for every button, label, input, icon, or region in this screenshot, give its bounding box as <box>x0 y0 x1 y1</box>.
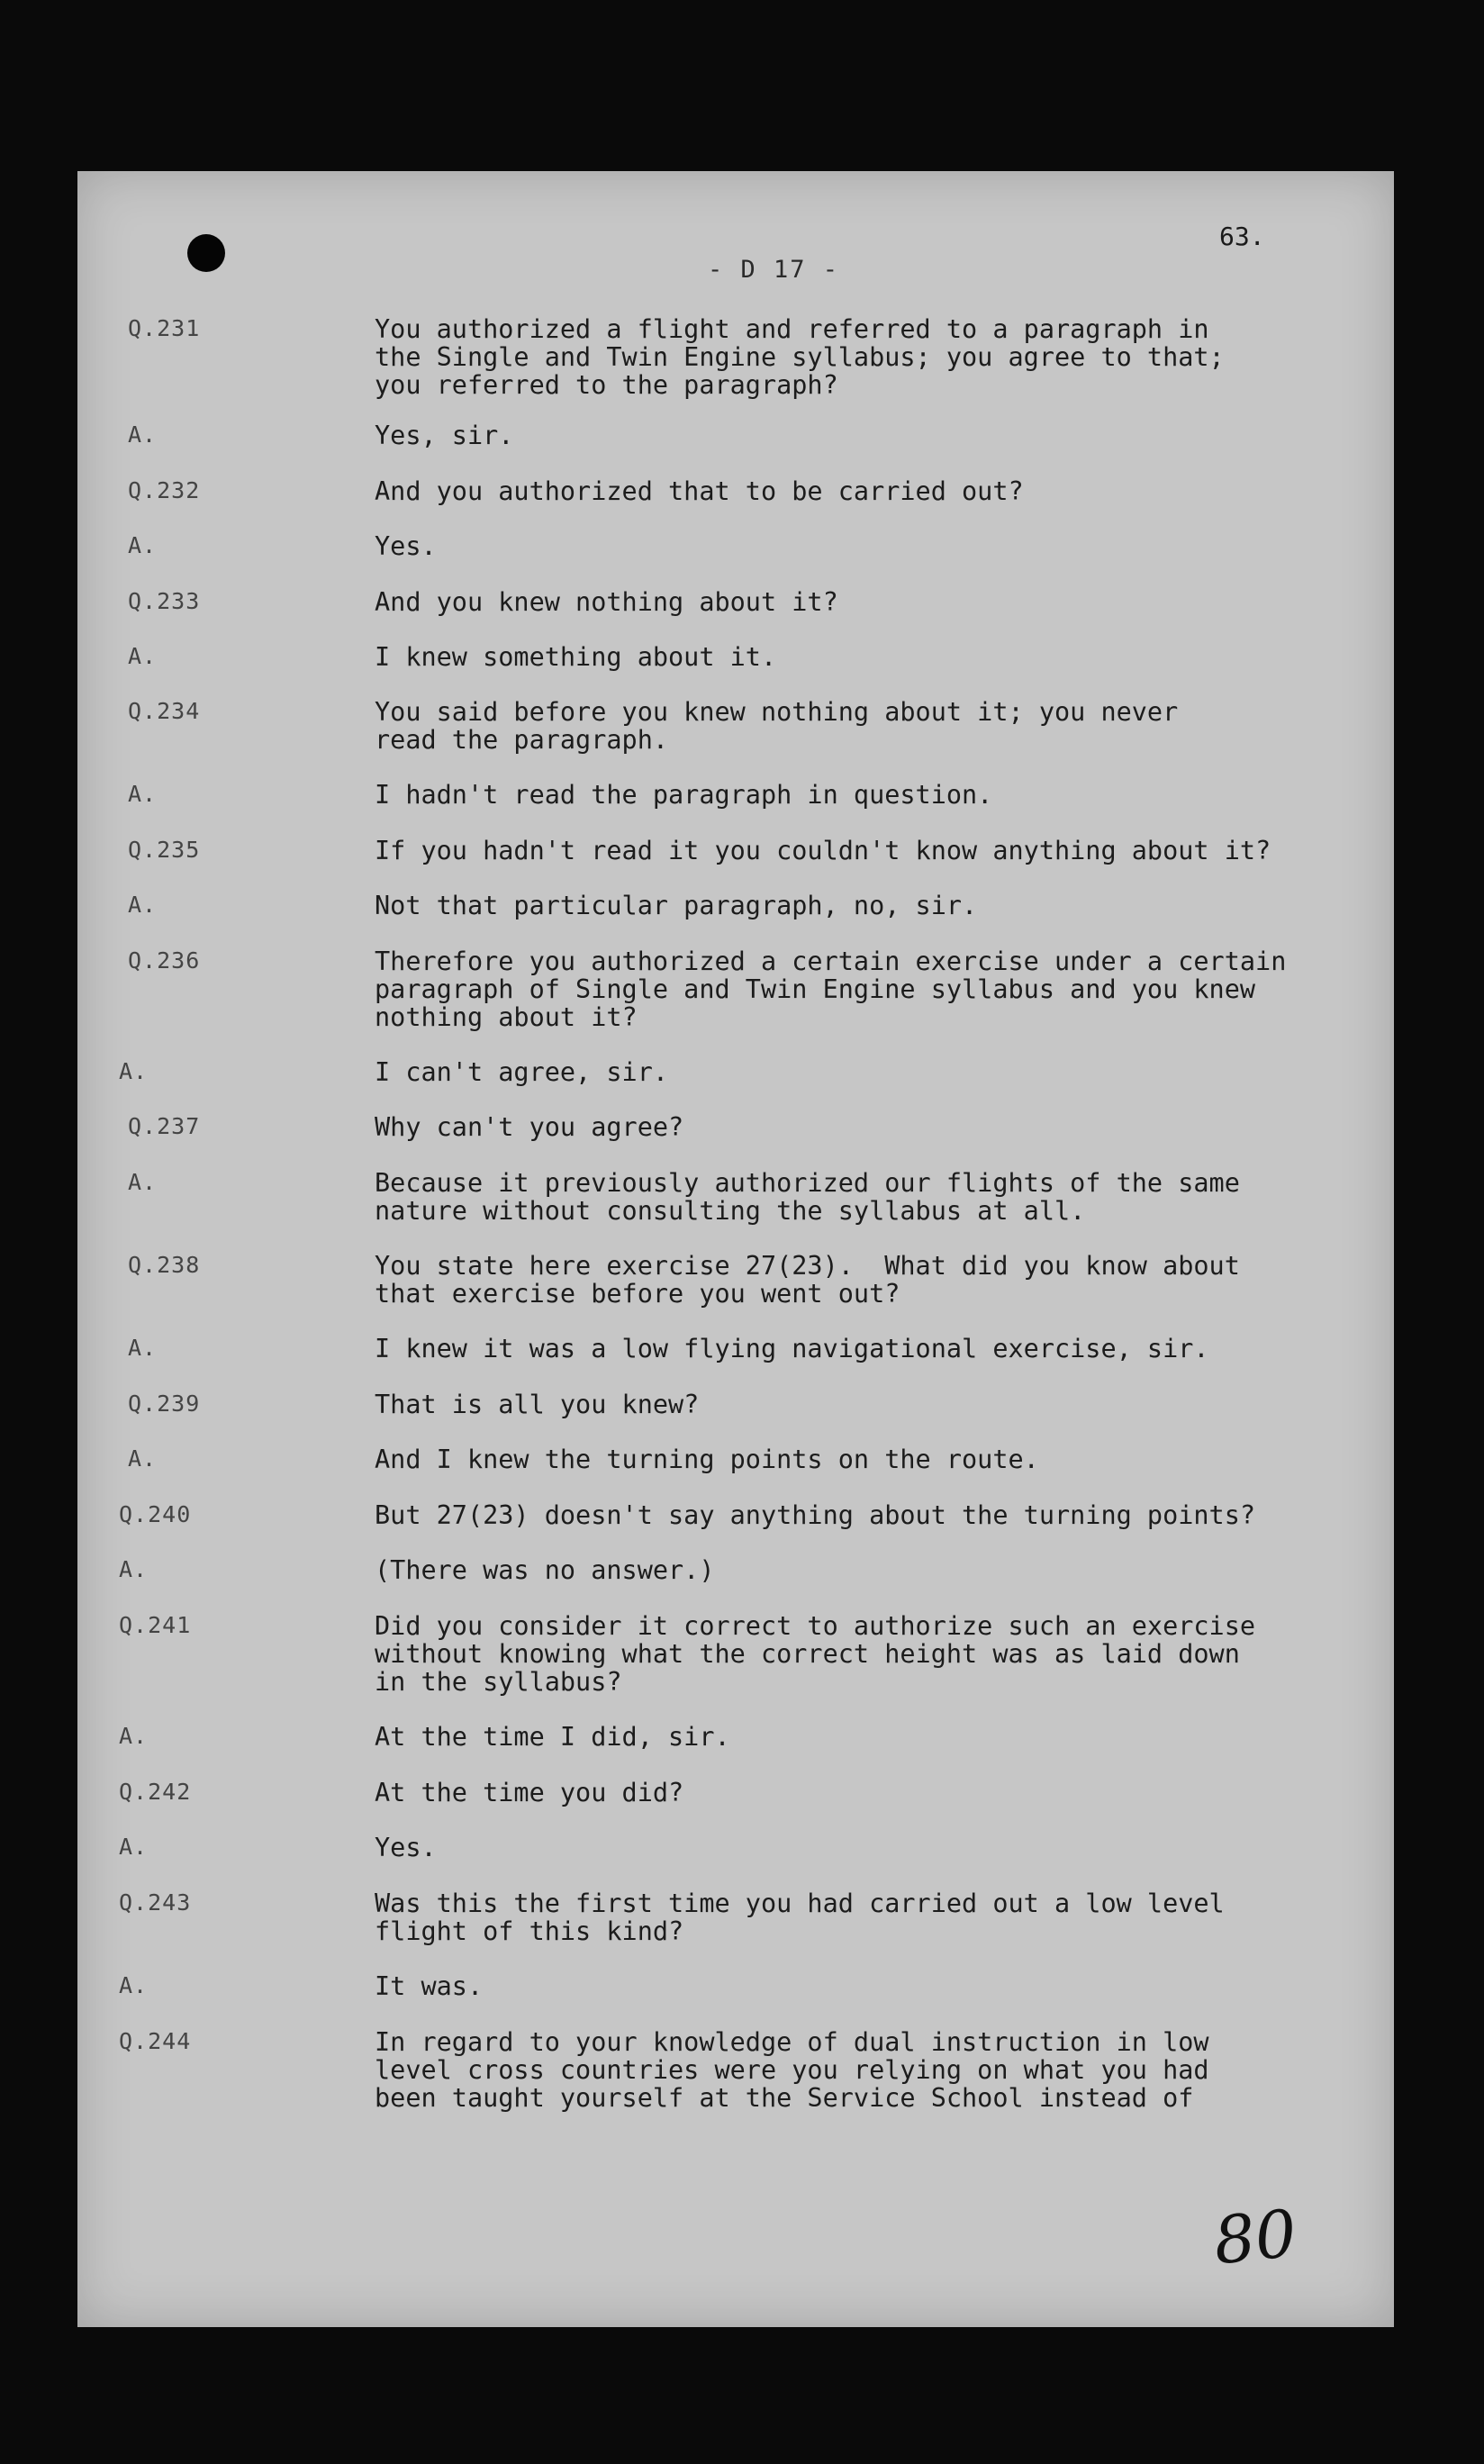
entry-label: A. <box>128 781 158 807</box>
entry-text: Did you consider it correct to authorize such an exercise without knowing what the correct height was as laid down in the syllabus? <box>375 1611 1256 1697</box>
entry-text: Was this the first time you had carried out a low level flight of this kind? <box>375 1889 1225 1946</box>
entry-text: And you authorized that to be carried out? <box>375 476 1024 506</box>
entry-label: A. <box>128 892 158 918</box>
entry-text: Yes, sir. <box>375 421 514 450</box>
page-number: 63. <box>1219 222 1265 251</box>
entry-text: Because it previously authorized our flights of the same nature without consulting the syllabus at all. <box>375 1168 1240 1226</box>
entry-label: Q.234 <box>128 698 201 724</box>
entry-label: Q.241 <box>119 1612 192 1638</box>
entry-label: Q.235 <box>128 837 201 863</box>
entry-text: I knew something about it. <box>375 642 777 672</box>
entry-text: (There was no answer.) <box>375 1555 715 1585</box>
entry-label: Q.239 <box>128 1391 201 1417</box>
punch-hole <box>187 234 225 272</box>
entry-text: That is all you knew? <box>375 1390 700 1419</box>
entry-text: Why can't you agree? <box>375 1112 684 1142</box>
entry-text: And you knew nothing about it? <box>375 587 838 617</box>
entry-label: Q.244 <box>119 2028 192 2054</box>
entry-text: Not that particular paragraph, no, sir. <box>375 891 978 920</box>
entry-text: Yes. <box>375 531 437 561</box>
entry-text: And I knew the turning points on the route. <box>375 1445 1039 1474</box>
entry-label: Q.242 <box>119 1779 192 1805</box>
entry-label: A. <box>119 1723 149 1749</box>
entry-label: Q.232 <box>128 477 201 503</box>
entry-label: A. <box>128 1169 158 1195</box>
entry-label: A. <box>128 532 158 558</box>
entry-label: A. <box>119 1972 149 1998</box>
entry-text: It was. <box>375 1971 484 2001</box>
entry-label: Q.240 <box>119 1501 192 1527</box>
entry-label: Q.236 <box>128 947 201 974</box>
entry-text: You authorized a flight and referred to a paragraph in the Single and Twin Engine syllabus; you agree to that; you referred to the paragraph? <box>375 314 1225 400</box>
entry-label: Q.233 <box>128 588 201 614</box>
entry-label: A. <box>119 1834 149 1860</box>
entry-text: Yes. <box>375 1833 437 1862</box>
entry-label: A. <box>128 421 158 448</box>
entry-text: I hadn't read the paragraph in question. <box>375 780 993 810</box>
entry-text: I can't agree, sir. <box>375 1057 669 1087</box>
entry-text: You said before you knew nothing about it; you never read the paragraph. <box>375 697 1179 755</box>
entry-label: Q.237 <box>128 1113 201 1139</box>
entry-label: A. <box>119 1556 149 1582</box>
entry-text: At the time you did? <box>375 1778 684 1807</box>
entry-label: Q.243 <box>119 1889 192 1916</box>
entry-label: A. <box>119 1058 149 1084</box>
entry-text: If you hadn't read it you couldn't know anything about it? <box>375 836 1271 865</box>
entry-text: You state here exercise 27(23). What did you know about that exercise before you went out? <box>375 1251 1240 1309</box>
entry-label: A. <box>128 1335 158 1361</box>
entry-text: At the time I did, sir. <box>375 1722 730 1752</box>
entry-label: Q.238 <box>128 1252 201 1278</box>
entry-text: But 27(23) doesn't say anything about the turning points? <box>375 1500 1256 1530</box>
handwritten-folio-number: 80 <box>1209 2195 1300 2279</box>
entry-label: A. <box>128 1445 158 1472</box>
document-page <box>77 171 1394 2327</box>
section-header: - D 17 - <box>708 256 840 284</box>
entry-label: Q.231 <box>128 315 201 341</box>
entry-text: Therefore you authorized a certain exercise under a certain paragraph of Single and Twin Engine syllabus and you knew nothing about it? <box>375 947 1287 1032</box>
entry-label: A. <box>128 643 158 669</box>
entry-text: I knew it was a low flying navigational exercise, sir. <box>375 1334 1209 1363</box>
entry-text: In regard to your knowledge of dual instruction in low level cross countries were you relying on what you had been taught yourself at the Service School instead of <box>375 2027 1209 2113</box>
